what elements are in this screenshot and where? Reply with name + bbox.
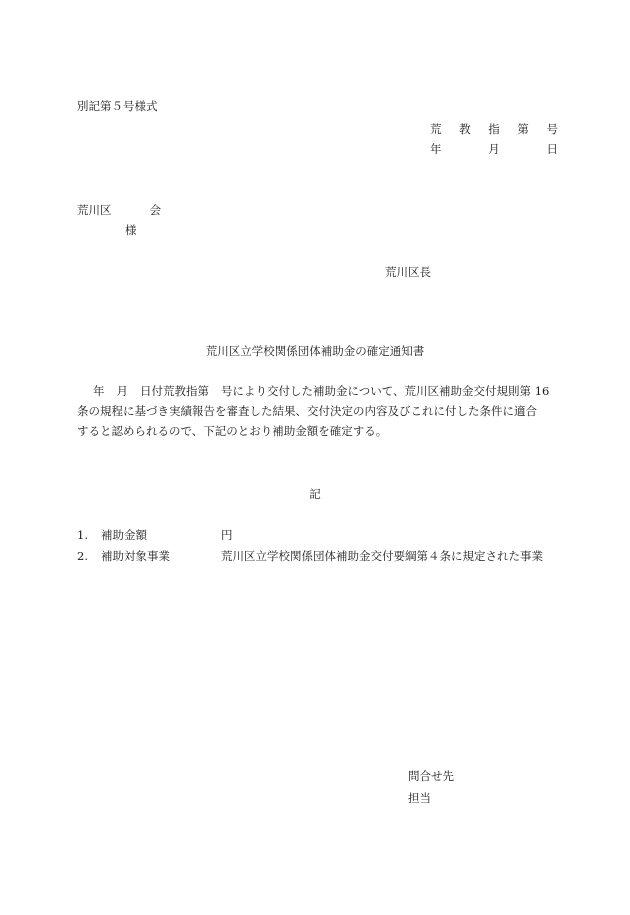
doc-number-char: 第 — [517, 122, 529, 136]
recipient-honorific: 様 — [125, 223, 137, 237]
item-value: 荒川区立学校関係団体補助金交付要綱第４条に規定された事業 — [221, 549, 543, 563]
recipient-suffix: 会 — [149, 203, 161, 217]
document-title: 荒川区立学校関係団体補助金の確定通知書 — [205, 344, 425, 358]
body-paragraph — [77, 381, 557, 441]
doc-number-char: 号 — [546, 122, 558, 136]
recipient-prefix: 荒川区 — [77, 203, 112, 217]
doc-date-char: 月 — [488, 142, 500, 156]
item-value: 円 — [221, 528, 233, 542]
doc-number-char: 教 — [459, 122, 471, 136]
body-line: 年 月 日付荒教指第 号により交付した補助金について、荒川区補助金交付規則第 16 — [93, 384, 550, 398]
list-item — [77, 530, 233, 542]
list-item — [77, 551, 543, 563]
recipient-organization — [77, 205, 161, 217]
doc-date-char: 年 — [430, 142, 442, 156]
item-number: 1. — [77, 528, 88, 542]
item-label: 補助対象事業 — [101, 549, 170, 563]
body-line: 条の規程に基づき実績報告を審査した結果、交付決定の内容及びこれに付した条件に適合 — [77, 404, 537, 418]
contact-heading: 問合せ先 — [408, 769, 454, 783]
item-number: 2. — [77, 549, 88, 563]
doc-date-char: 日 — [546, 142, 558, 156]
form-label: 別記第５号様式 — [77, 99, 158, 113]
document-date — [430, 144, 558, 156]
issuer-name: 荒川区長 — [385, 265, 431, 279]
contact-person: 担当 — [408, 791, 431, 805]
body-line: すると認められるので、下記のとおり補助金額を確定する。 — [77, 424, 388, 438]
item-label: 補助金額 — [101, 528, 147, 542]
document-number — [430, 124, 558, 136]
doc-number-char: 荒 — [430, 122, 442, 136]
doc-number-char: 指 — [488, 122, 500, 136]
ki-heading: 記 — [309, 487, 321, 501]
